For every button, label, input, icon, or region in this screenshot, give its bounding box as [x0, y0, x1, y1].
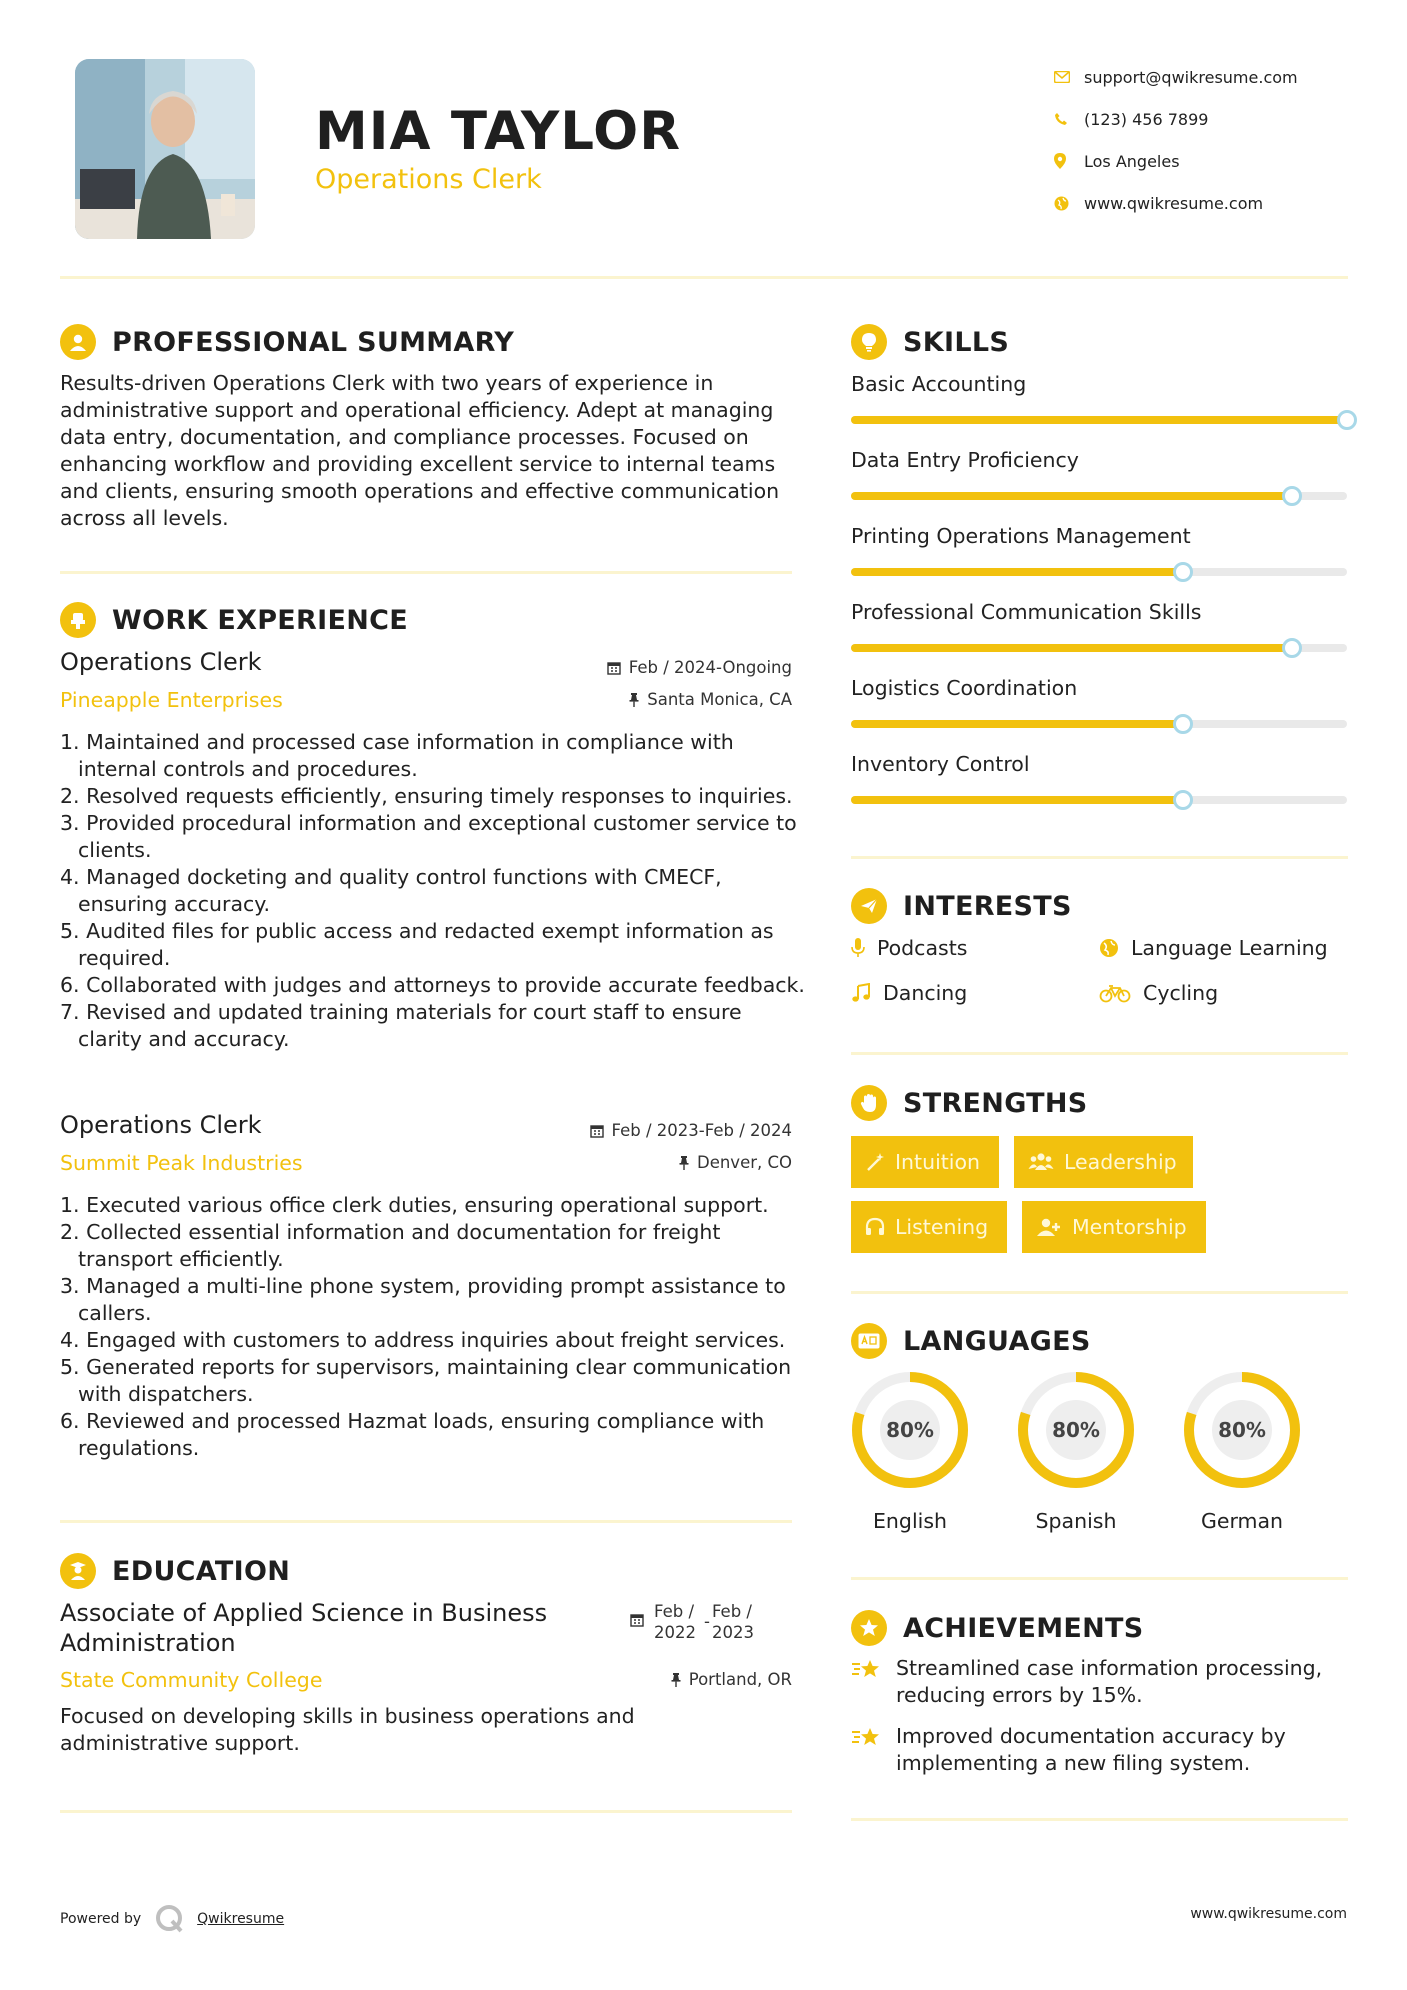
education-description: Focused on developing skills in business operations and administrative support.: [60, 1704, 635, 1755]
skill-name: Inventory Control: [851, 752, 1030, 776]
globe-icon: [1099, 938, 1119, 958]
music-note-icon: [851, 983, 871, 1003]
headphones-icon: [865, 1217, 885, 1237]
languages-heading: [851, 1323, 1091, 1359]
skill-name: Data Entry Proficiency: [851, 448, 1079, 472]
user-plus-icon: [1036, 1217, 1062, 1237]
skill-item: [851, 752, 1347, 776]
skill-name: Professional Communication Skills: [851, 600, 1202, 624]
envelope-icon: [1050, 71, 1084, 83]
job-2-title: Operations Clerk: [60, 1111, 262, 1139]
calendar-icon: [590, 1124, 604, 1138]
education-location-text: Portland, OR: [688, 1670, 792, 1689]
footer-powered-by: [60, 1904, 284, 1934]
list-item: 4. Managed docketing and quality control functions with CMECF, ensuring accuracy.: [60, 865, 722, 916]
job-2-location: [440, 1153, 792, 1172]
achievement-1-text: Streamlined case information processing, reducing errors by 15%.: [896, 1656, 1323, 1707]
education-divider: [60, 1810, 792, 1813]
skill-bar-track: [851, 796, 1347, 804]
job-1-duties: [60, 729, 805, 1053]
job-1-dates: [440, 658, 792, 677]
skill-item: [851, 372, 1347, 396]
job-2-company: Summit Peak Industries: [60, 1151, 303, 1175]
interests-divider: [851, 1052, 1348, 1055]
skill-name: Logistics Coordination: [851, 676, 1078, 700]
contact-list: [1050, 56, 1298, 224]
education-title: EDUCATION: [112, 1555, 291, 1587]
contact-email[interactable]: [1050, 56, 1298, 98]
shooting-star-icon: [851, 1655, 896, 1709]
education-date-dash: -: [704, 1612, 710, 1631]
graduate-icon: [60, 1553, 96, 1589]
list-item: 3. Managed a multi-line phone system, providing prompt assistance to callers.: [60, 1274, 786, 1325]
skill-bar-track: [851, 492, 1347, 500]
skill-name: Printing Operations Management: [851, 524, 1191, 548]
skill-bar-fill: [851, 492, 1292, 500]
strength-leadership-label: Leadership: [1064, 1150, 1177, 1174]
list-item: 2. Collected essential information and documentation for freight transport efficiently.: [60, 1220, 721, 1271]
education-date-end: Feb / 2023: [711, 1602, 754, 1642]
bicycle-icon: [1099, 983, 1131, 1003]
languages-divider: [851, 1577, 1348, 1580]
skill-bar-track: [851, 416, 1347, 424]
achievements-heading: [851, 1610, 1144, 1646]
education-heading: [60, 1553, 290, 1589]
strength-mentorship-label: Mentorship: [1072, 1215, 1187, 1239]
interest-language-learning: [1099, 936, 1328, 960]
skill-bar-fill: [851, 720, 1183, 728]
strengths-title: STRENGTHS: [903, 1087, 1088, 1119]
skill-bar-track: [851, 568, 1347, 576]
languages-title: LANGUAGES: [903, 1325, 1091, 1357]
language-card-icon: [851, 1323, 887, 1359]
achievements-divider: [851, 1818, 1348, 1821]
skill-level-knob: [1337, 410, 1357, 430]
job-2-dates: [440, 1121, 792, 1140]
job-2-duties: [60, 1192, 805, 1462]
summary-divider: [60, 571, 792, 574]
skill-level-knob: [1173, 790, 1193, 810]
contact-phone[interactable]: [1050, 98, 1298, 140]
education-location: [440, 1670, 792, 1689]
strength-intuition: [851, 1136, 999, 1188]
candidate-name: MIA TAYLOR: [315, 101, 682, 162]
skill-bar-fill: [851, 644, 1292, 652]
skill-level-knob: [1173, 714, 1193, 734]
strengths-heading: [851, 1085, 1088, 1121]
job-1-title: Operations Clerk: [60, 648, 262, 676]
skills-title: SKILLS: [903, 326, 1010, 358]
list-item: 2. Resolved requests efficiently, ensuring timely responses to inquiries.: [60, 784, 793, 808]
work-heading: [60, 602, 408, 638]
language-ring: [1181, 1369, 1303, 1491]
shooting-star-icon: [851, 1723, 896, 1777]
language-ring: [1015, 1369, 1137, 1491]
achievement-2-text: Improved documentation accuracy by implementing a new filing system.: [896, 1724, 1286, 1775]
pushpin-icon: [671, 1673, 681, 1687]
list-item: 1. Executed various office clerk duties, ensuring operational support.: [60, 1193, 769, 1217]
user-icon: [60, 324, 96, 360]
qwikresume-logo-icon: [155, 1904, 185, 1934]
skill-item: [851, 676, 1347, 700]
language-german-label: German: [1200, 1509, 1284, 1533]
job-1-dates-text: Feb / 2024-Ongoing: [628, 658, 792, 677]
interest-language-learning-label: Language Learning: [1131, 936, 1328, 960]
education-degree: Associate of Applied Science in Business Administration: [60, 1599, 548, 1657]
interest-dancing: [851, 981, 967, 1005]
calendar-icon: [607, 661, 621, 675]
list-item: 5. Audited files for public access and redacted exempt information as required.: [60, 919, 774, 970]
candidate-title: Operations Clerk: [315, 164, 542, 195]
interest-cycling: [1099, 981, 1218, 1005]
summary-heading: [60, 324, 514, 360]
summary-title: PROFESSIONAL SUMMARY: [112, 326, 515, 358]
users-icon: [1028, 1152, 1054, 1172]
language-english-label: English: [872, 1509, 948, 1533]
interests-title: INTERESTS: [903, 890, 1072, 922]
contact-website-text: www.qwikresume.com: [1084, 193, 1264, 213]
header-divider: [60, 276, 1348, 279]
contact-phone-text: (123) 456 7899: [1084, 109, 1209, 129]
contact-email-text: support@qwikresume.com: [1084, 67, 1298, 87]
list-item: 6. Collaborated with judges and attorneys to provide accurate feedback.: [60, 973, 805, 997]
skill-item: [851, 448, 1347, 472]
microphone-icon: [851, 938, 865, 958]
language-english-percent: 80%: [886, 1418, 934, 1442]
job-2-dates-text: Feb / 2023-Feb / 2024: [611, 1121, 792, 1140]
list-item: 4. Engaged with customers to address inquiries about freight services.: [60, 1328, 786, 1352]
interest-podcasts: [851, 936, 967, 960]
language-ring: [849, 1369, 971, 1491]
achievement-item-2: [851, 1723, 1356, 1777]
language-spanish-label: Spanish: [1035, 1509, 1117, 1533]
summary-text: Results-driven Operations Clerk with two years of experience in administrative support and operational efficiency. Adept at managing data entry, documentation, and compliance processes. Focused on enhancing workflow and providing excellent service to internal teams and clients, ensuring smooth operations and effective communication across all levels.: [60, 371, 780, 530]
list-item: 6. Reviewed and processed Hazmat loads, ensuring compliance with regulations.: [60, 1409, 765, 1460]
language-german-percent: 80%: [1218, 1418, 1266, 1442]
star-badge-icon: [851, 1610, 887, 1646]
map-pin-icon: [1050, 153, 1084, 169]
qwikresume-link[interactable]: Qwikresume: [197, 1911, 285, 1927]
magic-wand-icon: [865, 1152, 885, 1172]
list-item: 1. Maintained and processed case information in compliance with internal controls and procedures.: [60, 730, 734, 781]
skills-divider: [851, 856, 1348, 859]
language-spanish-percent: 80%: [1052, 1418, 1100, 1442]
achievement-item-1: [851, 1655, 1356, 1709]
interests-heading: [851, 888, 1072, 924]
job-2-location-text: Denver, CO: [696, 1153, 792, 1172]
skill-bar-fill: [851, 796, 1183, 804]
strength-listening-label: Listening: [895, 1215, 989, 1239]
briefcase-icon: [60, 602, 96, 638]
skill-level-knob: [1173, 562, 1193, 582]
paper-plane-icon: [851, 888, 887, 924]
contact-location-text: Los Angeles: [1084, 151, 1180, 171]
contact-location: [1050, 140, 1298, 182]
work-title: WORK EXPERIENCE: [112, 604, 408, 636]
strength-listening: [851, 1201, 1007, 1253]
skill-level-knob: [1282, 486, 1302, 506]
skill-bar-track: [851, 644, 1347, 652]
job-1-location-text: Santa Monica, CA: [647, 690, 792, 709]
strength-leadership: [1014, 1136, 1193, 1188]
language-english: [849, 1369, 971, 1533]
job-1-company: Pineapple Enterprises: [60, 688, 283, 712]
achievements-title: ACHIEVEMENTS: [903, 1612, 1144, 1644]
hand-icon: [851, 1085, 887, 1121]
skill-bar-track: [851, 720, 1347, 728]
interest-podcasts-label: Podcasts: [877, 936, 968, 960]
list-item: 5. Generated reports for supervisors, maintaining clear communication with dispatchers.: [60, 1355, 792, 1406]
language-german: [1181, 1369, 1303, 1533]
education-dates: [630, 1601, 758, 1643]
skill-name: Basic Accounting: [851, 372, 1027, 396]
lightbulb-icon: [851, 324, 887, 360]
education-school: State Community College: [60, 1668, 323, 1692]
interest-cycling-label: Cycling: [1143, 981, 1219, 1005]
skill-bar-fill: [851, 568, 1183, 576]
strengths-divider: [851, 1291, 1348, 1294]
list-item: 7. Revised and updated training materials for court staff to ensure clarity and accuracy.: [60, 1000, 742, 1051]
contact-website[interactable]: [1050, 182, 1298, 224]
skill-level-knob: [1282, 638, 1302, 658]
list-item: 3. Provided procedural information and exceptional customer service to clients.: [60, 811, 797, 862]
profile-photo: [75, 59, 255, 239]
skill-bar-fill: [851, 416, 1347, 424]
globe-icon: [1050, 196, 1084, 211]
powered-by-label: Powered by: [60, 1911, 142, 1927]
language-spanish: [1015, 1369, 1137, 1533]
interest-dancing-label: Dancing: [883, 981, 968, 1005]
skills-heading: [851, 324, 1009, 360]
pushpin-icon: [629, 693, 639, 707]
strength-mentorship: [1022, 1201, 1206, 1253]
work-divider: [60, 1520, 792, 1523]
education-date-start: Feb / 2022: [654, 1602, 696, 1642]
calendar-icon: [630, 1613, 644, 1627]
footer-website[interactable]: www.qwikresume.com: [1190, 1906, 1347, 1922]
strength-intuition-label: Intuition: [895, 1150, 981, 1174]
skill-item: [851, 600, 1347, 624]
job-1-location: [440, 690, 792, 709]
skill-item: [851, 524, 1347, 548]
pushpin-icon: [679, 1156, 689, 1170]
phone-icon: [1050, 112, 1084, 126]
